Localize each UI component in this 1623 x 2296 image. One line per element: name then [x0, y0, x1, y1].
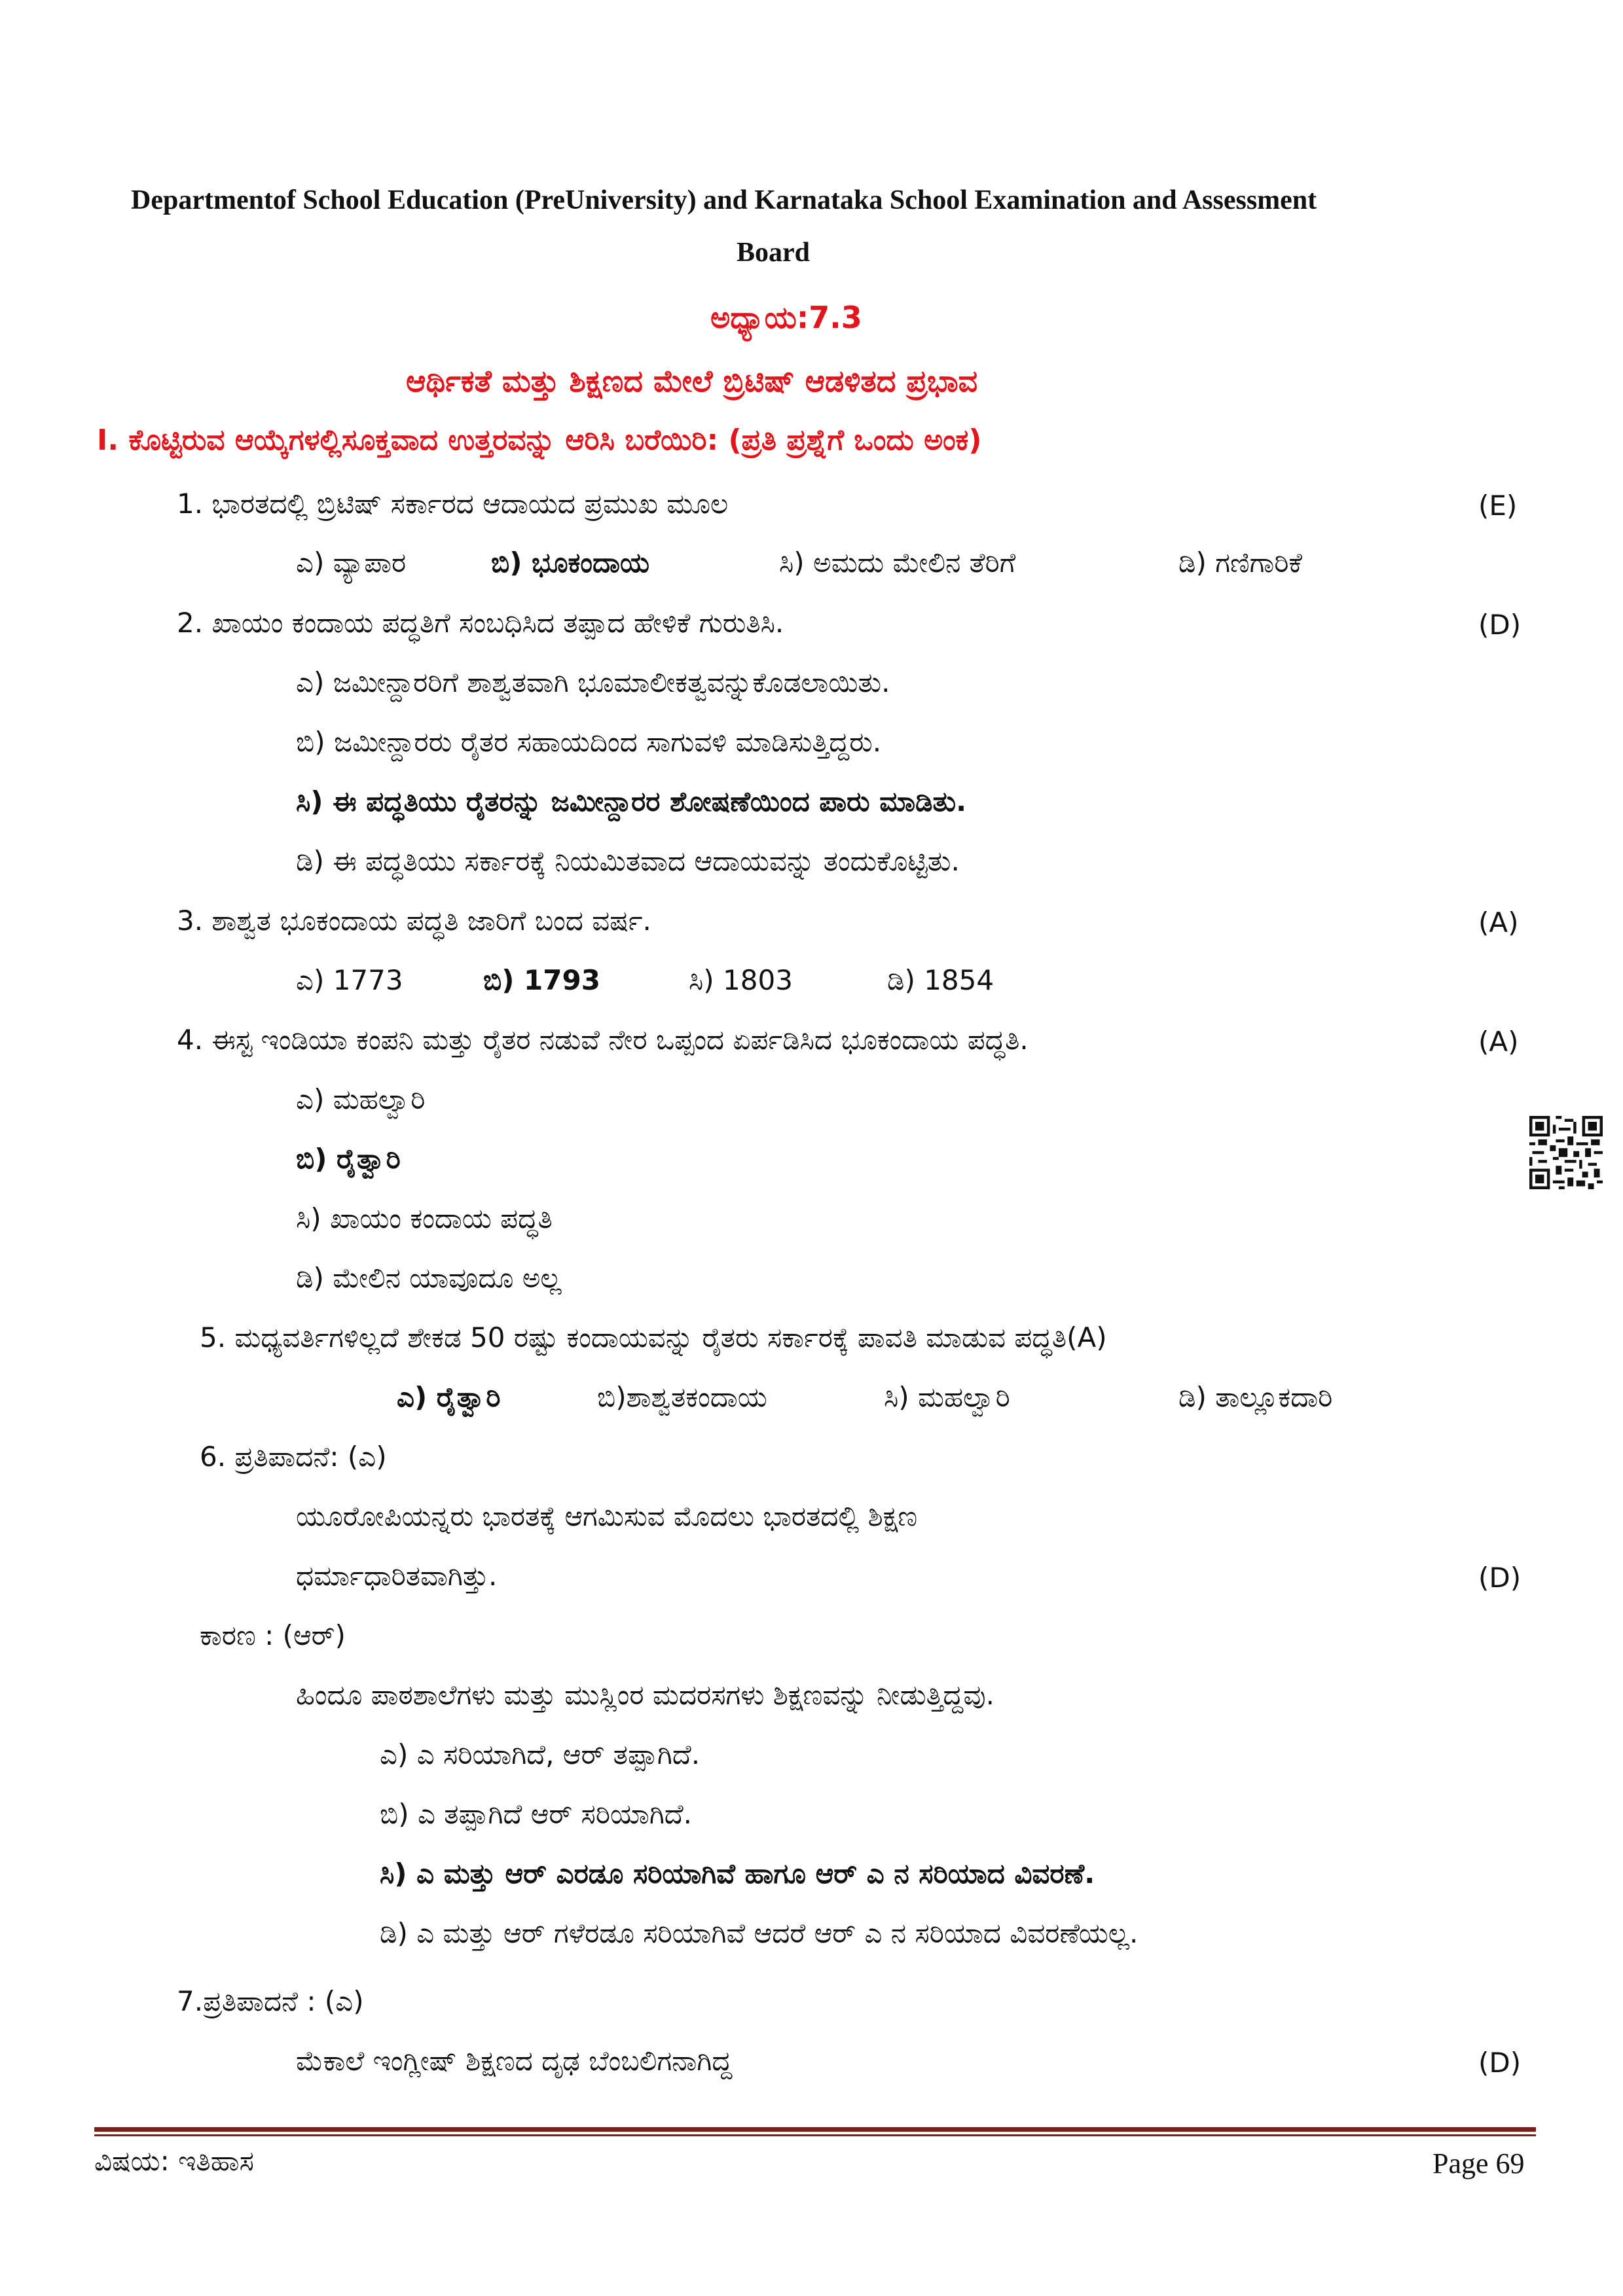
q3-option-c: ಸಿ) 1803 [689, 964, 793, 996]
question-6-reason: ಹಿಂದೂ ಪಾಠಶಾಲೆಗಳು ಮತ್ತು ಮುಸ್ಲಿಂರ ಮದರಸಗಳು ಶಿಕ್ಷಣವನ್ನು ನೀಡುತ್ತಿದ್ದವು. [296, 1679, 994, 1711]
page-number: Page 69 [1432, 2147, 1525, 2179]
question-6-assertion-line-2: ಧರ್ಮಾಧಾರಿತವಾಗಿತ್ತು. [296, 1560, 498, 1592]
question-6-reason-label: ಕಾರಣ : (ಆರ್) [200, 1619, 346, 1651]
q4-option-b-answer: ಬಿ) ರೈತ್ವಾರಿ [296, 1143, 401, 1175]
footer-divider-thin [94, 2134, 1536, 2136]
q3-option-b-answer: ಬಿ) 1793 [483, 964, 600, 996]
q3-option-d: ಡಿ) 1854 [887, 964, 994, 996]
q5-option-d: ಡಿ) ತಾಲ್ಲೂಕದಾರಿ [1178, 1381, 1333, 1413]
q3-option-a: ಎ) 1773 [296, 964, 403, 996]
q5-option-c: ಸಿ) ಮಹಲ್ವಾರಿ [884, 1381, 1010, 1413]
q6-option-d: ಡಿ) ಎ ಮತ್ತು ಆರ್ ಗಳೆರಡೂ ಸರಿಯಾಗಿವೆ ಆದರೆ ಆರ್ ಎ ನ ಸರಿಯಾದ ವಿವರಣೆಯಲ್ಲ. [380, 1917, 1139, 1949]
q6-option-b: ಬಿ) ಎ ತಪ್ಪಾಗಿದೆ ಆರ್ ಸರಿಯಾಗಿದೆ. [380, 1798, 692, 1830]
question-7-assertion-line-1: ಮೆಕಾಲೆ ಇಂಗ್ಲೀಷ್ ಶಿಕ್ಷಣದ ದೃಢ ಬೆಂಬಲಿಗನಾಗಿದ್ದ [296, 2045, 733, 2077]
question-6-assertion-label: 6. ಪ್ರತಿಪಾದನೆ: (ಎ) [200, 1441, 387, 1473]
q2-option-b: ಬಿ) ಜಮೀನ್ದಾರರು ರೈತರ ಸಹಾಯದಿಂದ ಸಾಗುವಳಿ ಮಾಡಿಸುತ್ತಿದ್ದರು. [296, 726, 882, 758]
footer-subject: ವಿಷಯ: ಇತಿಹಾಸ [94, 2145, 254, 2177]
q1-option-a: ಎ) ವ್ಯಾಪಾರ [296, 547, 407, 579]
q5-option-b: ಬಿ)ಶಾಶ್ವತಕಂದಾಯ [597, 1381, 767, 1413]
section-heading: I. ಕೊಟ್ಟಿರುವ ಆಯ್ಕೆಗಳಲ್ಲಿಸೂಕ್ತವಾದ ಉತ್ತರವನ್ನು ಆರಿಸಿ ಬರೆಯಿರಿ: (ಪ್ರತಿ ಪ್ರಶ್ನೆಗೆ ಒಂದು ಅಂಕ) [97, 423, 982, 457]
footer-divider [94, 2127, 1536, 2132]
question-2-level: (D) [1478, 609, 1522, 641]
header-line-2: Board [737, 238, 811, 268]
q6-option-a: ಎ) ಎ ಸರಿಯಾಗಿದೆ, ಆರ್ ತಪ್ಪಾಗಿದೆ. [380, 1738, 701, 1770]
question-6-level: (D) [1478, 1562, 1522, 1594]
chapter-title: ಆರ್ಥಿಕತೆ ಮತ್ತು ಶಿಕ್ಷಣದ ಮೇಲೆ ಬ್ರಿಟಿಷ್ ಆಡಳಿತದ ಪ್ರಭಾವ [406, 363, 978, 399]
question-6-assertion-line-1: ಯೂರೋಪಿಯನ್ನರು ಭಾರತಕ್ಕೆ ಆಗಮಿಸುವ ಮೊದಲು ಭಾರತದಲ್ಲಿ ಶಿಕ್ಷಣ [296, 1500, 918, 1532]
q5-option-a-answer: ಎ) ರೈತ್ವಾರಿ [397, 1381, 501, 1413]
header-line-1: Departmentof School Education (PreUniversity) and Karnataka School Examination and Assessment [131, 185, 1317, 215]
q4-option-a: ಎ) ಮಹಲ್ವಾರಿ [296, 1083, 426, 1115]
question-3-level: (A) [1478, 906, 1519, 939]
qr-code-icon [1529, 1116, 1603, 1189]
q1-option-b-answer: ಬಿ) ಭೂಕಂದಾಯ [491, 547, 649, 579]
q4-option-c: ಸಿ) ಖಾಯಂ ಕಂದಾಯ ಪದ್ಧತಿ [296, 1202, 553, 1234]
question-4: 4. ಈಸ್ಟ ಇಂಡಿಯಾ ಕಂಪನಿ ಮತ್ತು ರೈತರ ನಡುವೆ ನೇರ ಒಪ್ಪಂದ ಏರ್ಪಡಿಸಿದ ಭೂಕಂದಾಯ ಪದ್ಧತಿ. [177, 1024, 1029, 1056]
question-4-level: (A) [1478, 1026, 1519, 1058]
question-5: 5. ಮಧ್ಯವರ್ತಿಗಳಿಲ್ಲದೆ ಶೇಕಡ 50 ರಷ್ಟು ಕಂದಾಯವನ್ನು ರೈತರು ಸರ್ಕಾರಕ್ಕೆ ಪಾವತಿ ಮಾಡುವ ಪದ್ಧತಿ(A) [200, 1321, 1107, 1354]
q6-option-c-answer: ಸಿ) ಎ ಮತ್ತು ಆರ್ ಎರಡೂ ಸರಿಯಾಗಿವೆ ಹಾಗೂ ಆರ್ ಎ ನ ಸರಿಯಾದ ವಿವರಣೆ. [380, 1857, 1095, 1890]
question-1-level: (E) [1478, 490, 1518, 522]
question-2: 2. ಖಾಯಂ ಕಂದಾಯ ಪದ್ಧತಿಗೆ ಸಂಬಧಿಸಿದ ತಪ್ಪಾದ ಹೇಳಿಕೆ ಗುರುತಿಸಿ. [177, 607, 784, 639]
q2-option-c-answer: ಸಿ) ಈ ಪದ್ಧತಿಯು ರೈತರನ್ನು ಜಮೀನ್ದಾರರ ಶೋಷಣೆಯಿಂದ ಪಾರು ಮಾಡಿತು. [296, 785, 967, 817]
q2-option-a: ಎ) ಜಮೀನ್ದಾರರಿಗೆ ಶಾಶ್ವತವಾಗಿ ಭೂಮಾಲೀಕತ್ವವನ್ನುಕೊಡಲಾಯಿತು. [296, 666, 890, 698]
q1-option-d: ಡಿ) ಗಣಿಗಾರಿಕೆ [1178, 547, 1302, 579]
question-1: 1. ಭಾರತದಲ್ಲಿ ಬ್ರಿಟಿಷ್ ಸರ್ಕಾರದ ಆದಾಯದ ಪ್ರಮುಖ ಮೂಲ [177, 488, 729, 520]
q4-option-d: ಡಿ) ಮೇಲಿನ ಯಾವೂದೂ ಅಲ್ಲ [296, 1262, 562, 1294]
question-7-level: (D) [1478, 2047, 1522, 2079]
q2-option-d: ಡಿ) ಈ ಪದ್ಧತಿಯು ಸರ್ಕಾರಕ್ಕೆ ನಿಯಮಿತವಾದ ಆದಾಯವನ್ನು ತಂದುಕೊಟ್ಟಿತು. [296, 845, 960, 877]
q1-option-c: ಸಿ) ಅಮದು ಮೇಲಿನ ತೆರಿಗೆ [779, 547, 1016, 579]
question-3: 3. ಶಾಶ್ವತ ಭೂಕಂದಾಯ ಪದ್ಧತಿ ಜಾರಿಗೆ ಬಂದ ವರ್ಷ. [177, 905, 651, 937]
question-7-assertion-label: 7.ಪ್ರತಿಪಾದನೆ : (ಎ) [177, 1985, 364, 2017]
chapter-number: ಅಧ್ಯಾಯ:7.3 [710, 300, 862, 335]
